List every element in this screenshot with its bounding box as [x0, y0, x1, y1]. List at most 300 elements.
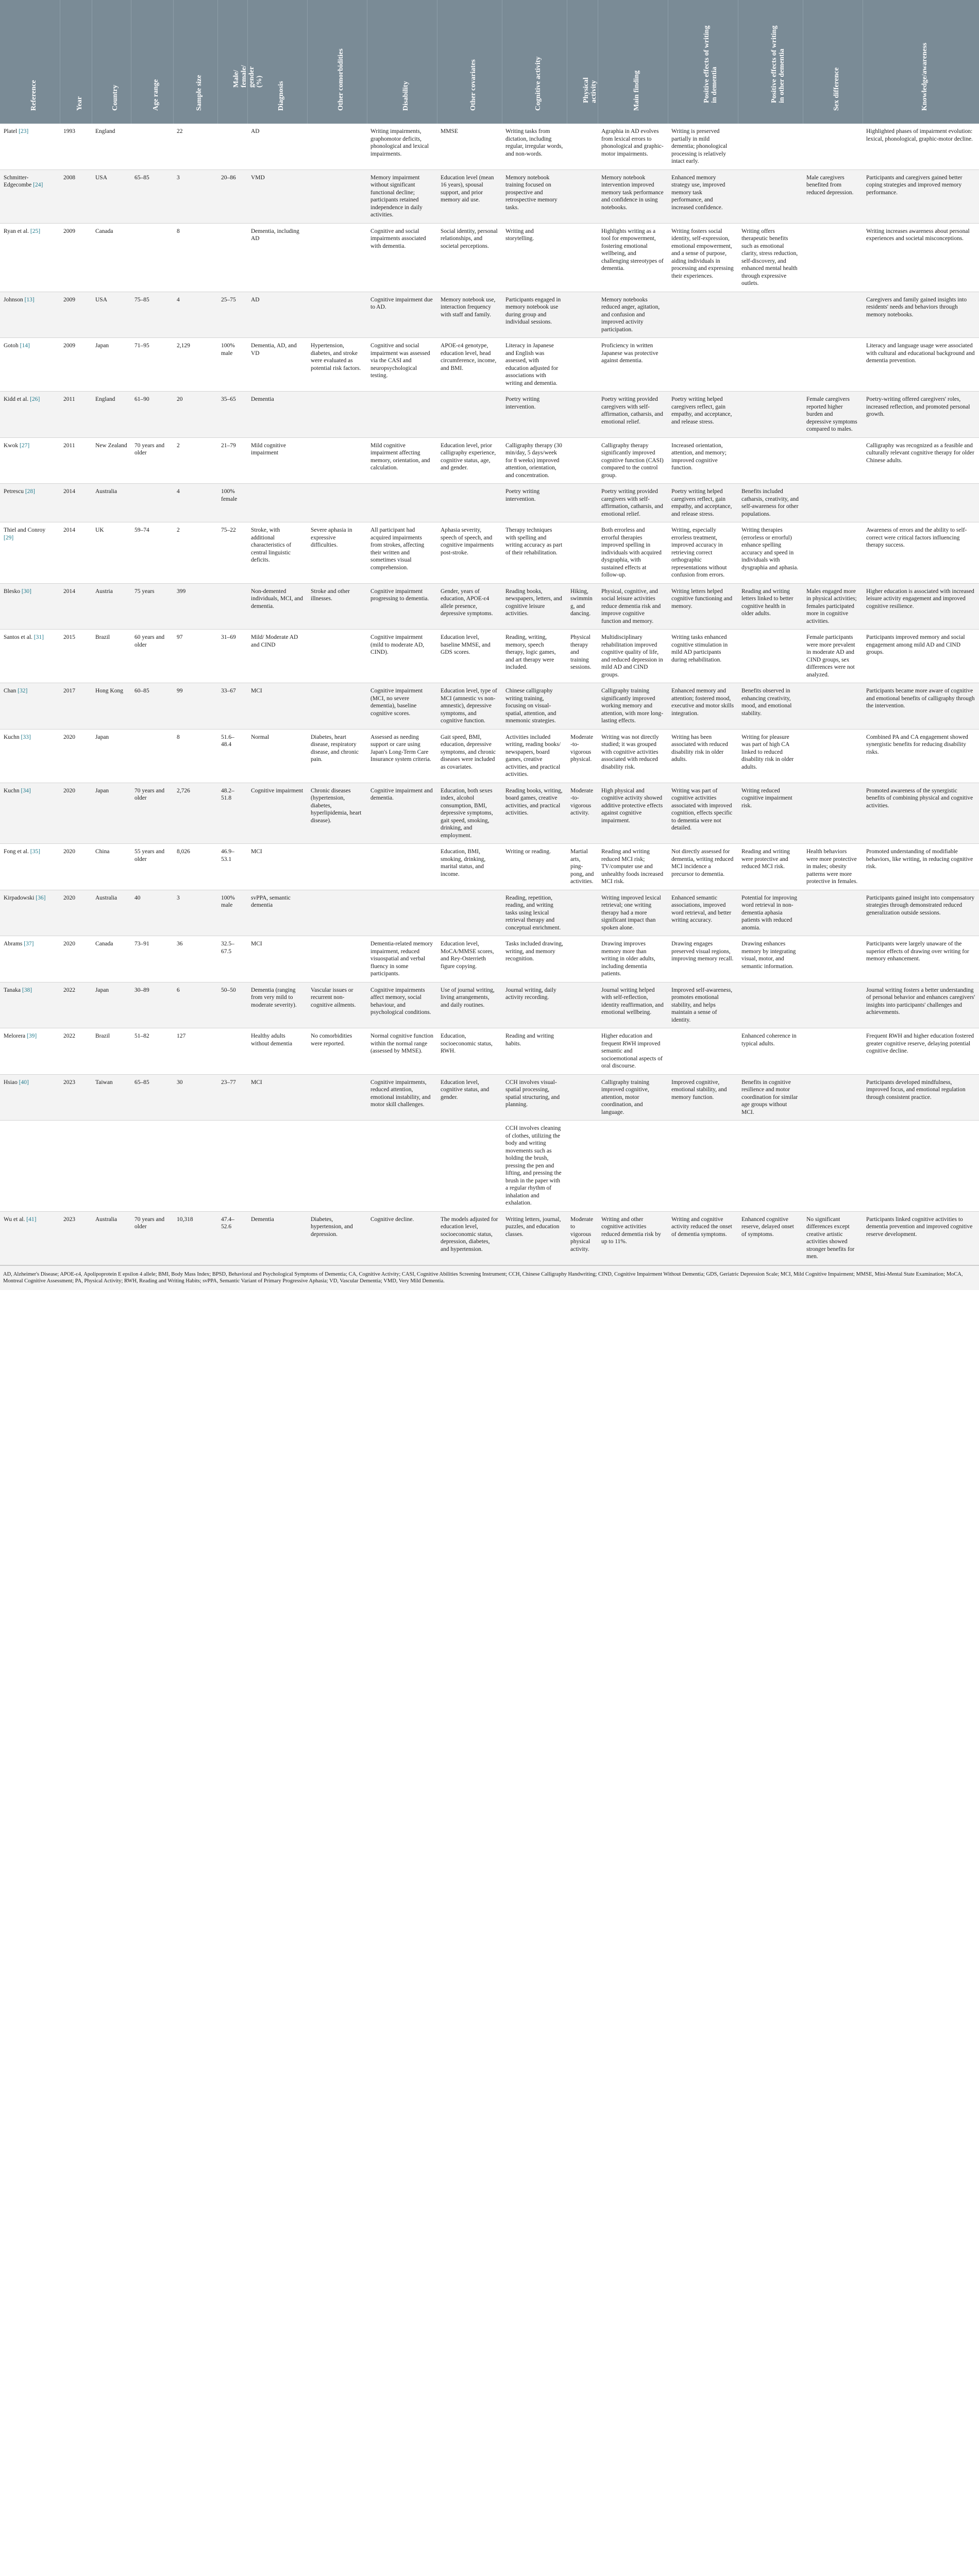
sex-cell [803, 1028, 863, 1075]
country-cell: China [92, 844, 131, 890]
physical-activity-cell: Martial arts, ping-pong, and activities. [567, 844, 598, 890]
covariates-cell: Education level, MoCA/MMSE scores, and Rey-Osterrieth figure copying. [437, 936, 502, 982]
age-cell [131, 729, 173, 783]
cognitive-activity-cell: Writing letters, journal, puzzles, and education classes. [502, 1211, 567, 1265]
column-header [367, 0, 437, 124]
column-header [131, 0, 173, 124]
reference-cell [0, 844, 60, 890]
disability-cell: Cognitive impairment (mild to moderate AD, CIND). [367, 630, 437, 683]
age-cell: 60–85 [131, 683, 173, 730]
gender-ratio-cell: 100% female [217, 484, 247, 522]
main-cell: Physical, cognitive, and social leisure activities reduce dementia risk and improve cognitive function and memory. [598, 583, 668, 630]
disability-cell: Normal cognitive function within the normal range (assessed by MMSE). [367, 1028, 437, 1075]
comorb-cell [307, 223, 367, 292]
column-header-label: Other covariates [469, 59, 477, 111]
comorb-cell: Diabetes, hypertension, and depression. [307, 1211, 367, 1265]
reference-author: Kwok [4, 442, 19, 449]
table-row [0, 936, 979, 982]
country-cell: USA [92, 292, 131, 338]
physical-activity-cell: Physical therapy and training sessions. [567, 630, 598, 683]
sex-cell: Female participants were more prevalent in moderate AD and CIND groups, sex differences were not analyzed. [803, 630, 863, 683]
reference-author: Kirpadowski [4, 894, 35, 901]
sample-size-cell: 3 [173, 890, 217, 936]
posdem-cell: Poetry writing helped caregivers reflect, gain empathy, and acceptance, and release stress. [668, 484, 738, 522]
age-cell [131, 223, 173, 292]
main-cell: Poetry writing provided caregivers with self-affirmation, catharsis, and emotional relief. [598, 484, 668, 522]
reference-cell [0, 982, 60, 1028]
citation-link[interactable]: [24] [33, 182, 43, 188]
covariates-cell [437, 392, 502, 438]
gender-ratio-cell: 32.5–67.5 [217, 936, 247, 982]
diagnosis-cell: Non-demented individuals, MCI, and dementia. [247, 583, 307, 630]
cognitive-activity-cell: Reading, writing, memory, speech therapy, logic games, and art therapy were included. [502, 630, 567, 683]
posdem-cell: Writing has been associated with reduced disability risk in older adults. [668, 729, 738, 783]
gender-ratio-cell: 23–77 [217, 1074, 247, 1121]
physical-activity-cell [567, 522, 598, 584]
citation-link[interactable]: [13] [24, 296, 35, 303]
main-cell: High physical and cognitive activity showed additive protective effects against cognitive impairment. [598, 783, 668, 844]
column-header [0, 0, 60, 124]
age-cell: 59–74 [131, 522, 173, 584]
cognitive-activity-cell: Memory notebook training focused on prospective and retrospective memory tasks. [502, 170, 567, 223]
sample-size-cell: 127 [173, 1028, 217, 1075]
gender-ratio-cell: 31–69 [217, 630, 247, 683]
disability-cell: Cognitive and social impairment was assessed via the CASI and neuropsychological testing. [367, 338, 437, 392]
posdem-cell: Writing letters helped cognitive functioning and memory. [668, 583, 738, 630]
know-cell: Awareness of errors and the ability to self-correct were critical factors influencing therapy success. [863, 522, 979, 584]
column-header-label: Positive effects of writing in other dementia [770, 25, 786, 103]
reference-cell [0, 338, 60, 392]
physical-activity-cell [567, 683, 598, 730]
citation-link[interactable]: [30] [21, 588, 31, 595]
covariates-cell: MMSE [437, 124, 502, 170]
sample-size-cell: 2 [173, 437, 217, 484]
diagnosis-cell: Cognitive impairment [247, 783, 307, 844]
diagnosis-cell: Dementia, including AD [247, 223, 307, 292]
country-cell: Australia [92, 484, 131, 522]
age-cell: 70 years and older [131, 1211, 173, 1265]
reference-author: Kuchn [4, 787, 20, 794]
column-header-label: Physical activity [582, 77, 598, 103]
comorb-cell [307, 1121, 367, 1212]
table-row [0, 982, 979, 1028]
gender-ratio-cell: 25–75 [217, 292, 247, 338]
table-row [0, 170, 979, 223]
age-cell: 73–91 [131, 936, 173, 982]
gender-ratio-cell: 20–86 [217, 170, 247, 223]
gender-ratio-cell: 75–22 [217, 522, 247, 584]
posdem-cell: Not directly assessed for dementia, writing reduced MCI incidence a precursor to dementia. [668, 844, 738, 890]
diagnosis-cell [247, 484, 307, 522]
cognitive-activity-cell: Tasks included drawing, writing, and memory recognition. [502, 936, 567, 982]
main-cell: Reading and writing reduced MCI risk; TV/computer use and unhealthy foods increased MCI risk. [598, 844, 668, 890]
posother-cell [738, 338, 803, 392]
posdem-cell: Writing was part of cognitive activities associated with improved cognition, effects specific to dementia were not detailed. [668, 783, 738, 844]
reference-author: Blesko [4, 588, 20, 595]
reference-author: Thiel and Conroy [4, 527, 46, 533]
covariates-cell: Education level, type of MCI (amnestic vs non-amnestic), depressive symptoms, and cognitive function. [437, 683, 502, 730]
covariates-cell [437, 484, 502, 522]
table-body [0, 124, 979, 1265]
sample-size-cell: 4 [173, 484, 217, 522]
year-cell: 2014 [60, 583, 92, 630]
citation-link[interactable]: [41] [26, 1216, 37, 1223]
year-cell: 2020 [60, 783, 92, 844]
country-cell: Japan [92, 338, 131, 392]
comorb-cell [307, 936, 367, 982]
reference-cell [0, 170, 60, 223]
year-cell: 2020 [60, 936, 92, 982]
abbreviations-footnote: AD, Alzheimer's Disease; APOE-ε4, Apolipoprotein E epsilon 4 allele; BMI, Body Mass Index; BPSD, Behavioral and Psychological Symptoms of Dementia; CA, Cognitive Activity; CASI, Cognitive Abilities Screening Instrument; CCH, Chinese Calligraphy Handwriting; CIND, Cognitive Impairment Without Dementia; GDS, Geriatric Depression Scale; MCI, Mild Cognitive Impairment; MMSE, Mini-Mental State Examination; MoCA, Montreal Cognitive Assessment; PA, Physical Activity; RWH, Reading and Writing Habits; svPPA, Semantic Variant of Primary Progressive Aphasia; VD, Vascular Dementia; VMD, Very Mild Dementia. [0, 1265, 979, 1290]
column-header [60, 0, 92, 124]
column-header-label: Diagnosis [277, 81, 285, 111]
physical-activity-cell [567, 437, 598, 484]
country-cell: Japan [92, 982, 131, 1028]
main-cell: Proficiency in written Japanese was protective against dementia. [598, 338, 668, 392]
column-header-label: Cognitive activity [534, 56, 542, 111]
main-cell: Calligraphy training significantly improved working memory and attention, with more long-lasting effects. [598, 683, 668, 730]
reference-cell [0, 683, 60, 730]
citation-link[interactable]: [29] [4, 534, 14, 541]
age-cell: 65–85 [131, 170, 173, 223]
diagnosis-cell: svPPA, semantic dementia [247, 890, 307, 936]
comorb-cell: No comorbidities were reported. [307, 1028, 367, 1075]
column-header [668, 0, 738, 124]
country-cell: Japan [92, 729, 131, 783]
posdem-cell: Writing fosters social identity, self-expression, emotional empowerment, and a sense of purpose, aiding individuals in processing and expressing their experiences. [668, 223, 738, 292]
column-header [803, 0, 863, 124]
reference-author: Fong et al. [4, 849, 29, 855]
reference-cell [0, 124, 60, 170]
cognitive-activity-cell: Calligraphy therapy (30 min/day, 5 days/week for 8 weeks) improved attention, orientation, and concentration. [502, 437, 567, 484]
year-cell: 2009 [60, 223, 92, 292]
gender-ratio-cell: 33–67 [217, 683, 247, 730]
posother-cell [738, 292, 803, 338]
covariates-cell: Gait speed, BMI, education, depressive symptoms, and chronic diseases were included as covariates. [437, 729, 502, 783]
disability-cell: Cognitive impairment progressing to dementia. [367, 583, 437, 630]
reference-cell [0, 522, 60, 584]
column-header [738, 0, 803, 124]
comorb-cell [307, 683, 367, 730]
diagnosis-cell: Normal [247, 729, 307, 783]
reference-cell [0, 392, 60, 438]
covariates-cell: Education, both sexes index, alcohol consumption, BMI, depressive symptoms, gait speed, smoking, drinking, and employment. [437, 783, 502, 844]
sex-cell: Female caregivers reported higher burden and depressive symptoms compared to males. [803, 392, 863, 438]
table-row [0, 890, 979, 936]
country-cell: England [92, 124, 131, 170]
disability-cell: Memory impairment without significant functional decline; participants retained independence in daily activities. [367, 170, 437, 223]
main-cell: Memory notebook intervention improved memory task performance and confidence in using notebooks. [598, 170, 668, 223]
year-cell: 2011 [60, 392, 92, 438]
main-cell: Calligraphy training improved cognitive, attention, motor coordination, and language. [598, 1074, 668, 1121]
posother-cell: Writing for pleasure was part of high CA linked to reduced disability risk in older adults. [738, 729, 803, 783]
posother-cell: Benefits in cognitive resilience and motor coordination for similar age groups without MCI. [738, 1074, 803, 1121]
age-cell: 70 years and older [131, 437, 173, 484]
reference-author: Tanaka [4, 987, 21, 993]
posother-cell: Writing therapies (errorless or errorful) enhance spelling accuracy and speed in individuals with dysgraphia and aphasia. [738, 522, 803, 584]
reference-author: Schmitter-Edgecombe [4, 174, 32, 188]
physical-activity-cell [567, 392, 598, 438]
country-cell: Taiwan [92, 1074, 131, 1121]
column-header-label: Age range [152, 79, 160, 111]
gender-ratio-cell: 48.2–51.8 [217, 783, 247, 844]
main-cell [598, 1121, 668, 1212]
table-row [0, 223, 979, 292]
reference-author: Santos et al. [4, 634, 32, 640]
year-cell: 2015 [60, 630, 92, 683]
gender-ratio-cell: 47.4–52.6 [217, 1211, 247, 1265]
citation-link[interactable]: [33] [21, 734, 31, 740]
main-cell: Journal writing helped with self-reflection, identity reaffirmation, and emotional wellbeing. [598, 982, 668, 1028]
main-cell: Calligraphy therapy significantly improved cognitive function (CASI) compared to the control group. [598, 437, 668, 484]
country-cell: Canada [92, 223, 131, 292]
citation-link[interactable]: [37] [24, 941, 34, 947]
country-cell: Brazil [92, 1028, 131, 1075]
citation-link[interactable]: [28] [25, 488, 36, 495]
comorb-cell: Diabetes, heart disease, respiratory disease, and chronic pain. [307, 729, 367, 783]
sample-size-cell: 2 [173, 522, 217, 584]
diagnosis-cell: MCI [247, 683, 307, 730]
country-cell: Brazil [92, 630, 131, 683]
citation-link[interactable]: [14] [20, 343, 30, 349]
comorb-cell [307, 437, 367, 484]
table-row [0, 1028, 979, 1075]
posdem-cell: Enhanced memory strategy use, improved memory task performance, and increased confidence. [668, 170, 738, 223]
posdem-cell: Increased orientation, attention, and memory; improved cognitive function. [668, 437, 738, 484]
sex-cell: Males engaged more in physical activities; females participated more in cognitive activities. [803, 583, 863, 630]
column-header [437, 0, 502, 124]
citation-link[interactable]: [39] [27, 1033, 37, 1039]
age-cell: 75 years [131, 583, 173, 630]
posdem-cell: Improved self-awareness, promotes emotional stability, and helps maintain a sense of identity. [668, 982, 738, 1028]
cognitive-activity-cell: Chinese calligraphy writing training, focusing on visual-spatial, attention, and mnemonic strategies. [502, 683, 567, 730]
age-cell: 65–85 [131, 1074, 173, 1121]
sex-cell [803, 437, 863, 484]
reference-cell [0, 223, 60, 292]
gender-ratio-cell: 50–50 [217, 982, 247, 1028]
sex-cell [803, 1121, 863, 1212]
column-header-label: Year [76, 96, 83, 111]
table-row [0, 729, 979, 783]
sex-cell [803, 1074, 863, 1121]
reference-cell [0, 936, 60, 982]
year-cell: 2014 [60, 484, 92, 522]
know-cell: Participants linked cognitive activities to dementia prevention and improved cognitive reserve development. [863, 1211, 979, 1265]
main-cell: Writing was not directly studied; it was grouped with cognitive activities associated with reduced disability risk. [598, 729, 668, 783]
cognitive-activity-cell: Reading and writing habits. [502, 1028, 567, 1075]
citation-link[interactable]: [36] [36, 894, 46, 901]
table-row [0, 583, 979, 630]
diagnosis-cell: AD [247, 292, 307, 338]
covariates-cell: Aphasia severity, speech of speech, and cognitive impairments post-stroke. [437, 522, 502, 584]
know-cell [863, 1121, 979, 1212]
citation-link[interactable]: [23] [19, 128, 29, 134]
main-cell: Memory notebooks reduced anger, agitation, and confusion and improved activity participation. [598, 292, 668, 338]
sample-size-cell: 30 [173, 1074, 217, 1121]
citation-link[interactable]: [35] [30, 849, 40, 855]
disability-cell: Cognitive impairment due to AD. [367, 292, 437, 338]
posother-cell [738, 982, 803, 1028]
sample-size-cell: 8 [173, 729, 217, 783]
country-cell: Japan [92, 783, 131, 844]
reference-cell [0, 292, 60, 338]
posdem-cell [668, 1121, 738, 1212]
posdem-cell: Writing tasks enhanced cognitive stimulation in mild AD participants during rehabilitation. [668, 630, 738, 683]
country-cell [92, 1121, 131, 1212]
physical-activity-cell: Moderate-to-vigorous activity. [567, 783, 598, 844]
table-row [0, 783, 979, 844]
citation-link[interactable]: [26] [30, 396, 40, 402]
citation-link[interactable]: [27] [20, 442, 30, 449]
sample-size-cell: 20 [173, 392, 217, 438]
comorb-cell [307, 170, 367, 223]
citation-link[interactable]: [38] [22, 987, 32, 993]
column-header [217, 0, 263, 124]
sex-cell [803, 890, 863, 936]
sample-size-cell: 8 [173, 223, 217, 292]
reference-author: Kidd et al. [4, 396, 29, 402]
diagnosis-cell: Dementia (ranging from very mild to moderate severity). [247, 982, 307, 1028]
disability-cell: Cognitive impairment and dementia. [367, 783, 437, 844]
year-cell: 2022 [60, 1028, 92, 1075]
physical-activity-cell [567, 338, 598, 392]
table-row [0, 292, 979, 338]
citation-link[interactable]: [40] [19, 1079, 29, 1086]
posdem-cell: Writing is preserved partially in mild dementia; phonological processing is relatively intact early. [668, 124, 738, 170]
posdem-cell: Writing, especially errorless treatment, improved accuracy in retrieving correct orthographic representations without confusion from errors. [668, 522, 738, 584]
know-cell: Highlighted phases of impairment evolution: lexical, phonological, graphic-motor decline. [863, 124, 979, 170]
posother-cell: Drawing enhances memory by integrating visual, motor, and semantic information. [738, 936, 803, 982]
reference-cell [0, 1121, 60, 1212]
physical-activity-cell [567, 223, 598, 292]
gender-ratio-cell [217, 1121, 247, 1212]
main-cell: Multidisciplinary rehabilitation improved cognitive quality of life, and reduced depression in mild AD and CIND groups. [598, 630, 668, 683]
diagnosis-cell: MCI [247, 1074, 307, 1121]
posdem-cell [668, 292, 738, 338]
sample-size-cell: 4 [173, 292, 217, 338]
cognitive-activity-cell: Reading books, newspapers, letters, and cognitive leisure activities. [502, 583, 567, 630]
disability-cell: Cognitive decline. [367, 1211, 437, 1265]
table-row [0, 484, 979, 522]
disability-cell [367, 392, 437, 438]
column-header [92, 0, 131, 124]
sample-size-cell: 22 [173, 124, 217, 170]
posother-cell: Enhanced cognitive reserve, delayed onset of symptoms. [738, 1211, 803, 1265]
diagnosis-cell: AD [247, 124, 307, 170]
age-cell [131, 484, 173, 522]
diagnosis-cell: Dementia, AD, and VD [247, 338, 307, 392]
reference-author: Petrescu [4, 488, 24, 495]
covariates-cell: Education, socioeconomic status, RWH. [437, 1028, 502, 1075]
know-cell: Caregivers and family gained insights into residents' needs and behaviors through memory notebooks. [863, 292, 979, 338]
column-header-label: Country [111, 84, 119, 111]
diagnosis-cell: MCI [247, 844, 307, 890]
reference-author: Platel [4, 128, 18, 134]
covariates-cell: Education, BMI, smoking, drinking, marital status, and income. [437, 844, 502, 890]
citation-link[interactable]: [25] [30, 228, 41, 234]
main-cell: Highlights writing as a tool for empowerment, fostering emotional wellbeing, and challenging stereotypes of dementia. [598, 223, 668, 292]
covariates-cell: Use of journal writing, living arrangements, and daily routines. [437, 982, 502, 1028]
comorb-cell [307, 292, 367, 338]
posother-cell: Reading and writing were protective and reduced MCI risk. [738, 844, 803, 890]
posdem-cell: Writing and cognitive activity reduced the onset of dementia symptoms. [668, 1211, 738, 1265]
disability-cell [367, 484, 437, 522]
year-cell: 2020 [60, 729, 92, 783]
country-cell: USA [92, 170, 131, 223]
comorb-cell [307, 844, 367, 890]
sample-size-cell: 36 [173, 936, 217, 982]
covariates-cell: Memory notebook use, interaction frequency with staff and family. [437, 292, 502, 338]
column-header [863, 0, 979, 124]
sex-cell [803, 338, 863, 392]
cognitive-activity-cell: CCH involves visual-spatial processing, spatial structuring, and planning. [502, 1074, 567, 1121]
know-cell: Participants developed mindfulness, improved focus, and emotional regulation through consistent practice. [863, 1074, 979, 1121]
know-cell: Participants and caregivers gained better coping strategies and improved memory performance. [863, 170, 979, 223]
table-row [0, 1211, 979, 1265]
comorb-cell: Vascular issues or recurrent non-cognitive ailments. [307, 982, 367, 1028]
sample-size-cell: 8,026 [173, 844, 217, 890]
column-header [598, 0, 668, 124]
column-header-label: Knowledge/awareness [921, 43, 929, 111]
physical-activity-cell [567, 1121, 598, 1212]
reference-cell [0, 1028, 60, 1075]
know-cell: Participants were largely unaware of the superior effects of drawing over writing for memory enhancement. [863, 936, 979, 982]
main-cell: Writing and other cognitive activities reduced dementia risk by up to 11%. [598, 1211, 668, 1265]
covariates-cell: The models adjusted for education level, socioeconomic status, depression, diabetes, and hypertension. [437, 1211, 502, 1265]
posother-cell: Benefits included catharsis, creativity, and self-awareness for other populations. [738, 484, 803, 522]
year-cell: 2023 [60, 1074, 92, 1121]
reference-cell [0, 630, 60, 683]
posother-cell [738, 630, 803, 683]
table-row [0, 1074, 979, 1121]
gender-ratio-cell: 21–79 [217, 437, 247, 484]
reference-cell [0, 1211, 60, 1265]
gender-ratio-cell: 100% male [217, 338, 247, 392]
sex-cell: Health behaviors were more protective in males; obesity patterns were more protective in females. [803, 844, 863, 890]
year-cell: 2014 [60, 522, 92, 584]
covariates-cell: Education level, prior calligraphy experience, cognitive status, age, and gender. [437, 437, 502, 484]
covariates-cell: Education level, cognitive status, and gender. [437, 1074, 502, 1121]
know-cell: Participants gained insight into compensatory strategies through demonstrated reduced generalization outside sessions. [863, 890, 979, 936]
cognitive-activity-cell: Writing and storytelling. [502, 223, 567, 292]
sex-cell [803, 223, 863, 292]
posdem-cell [668, 1028, 738, 1075]
diagnosis-cell: Mild/ Moderate AD and CIND [247, 630, 307, 683]
diagnosis-cell: MCI [247, 936, 307, 982]
citation-link[interactable]: [34] [21, 787, 31, 794]
cognitive-activity-cell: Activities included writing, reading books/ newspapers, board games, creative activities, and practical activities. [502, 729, 567, 783]
age-cell [131, 124, 173, 170]
citation-link[interactable]: [32] [18, 688, 28, 694]
cognitive-activity-cell: Writing tasks from dictation, including regular, irregular words, and non-words. [502, 124, 567, 170]
posdem-cell: Enhanced memory and attention; fostered mood, executive and motor skills integration. [668, 683, 738, 730]
sex-cell [803, 982, 863, 1028]
know-cell: Promoted understanding of modifiable behaviors, like writing, in reducing cognitive risk. [863, 844, 979, 890]
column-header-label: Main finding [633, 70, 640, 111]
reference-cell [0, 1074, 60, 1121]
citation-link[interactable]: [31] [33, 634, 44, 640]
age-cell: 40 [131, 890, 173, 936]
age-cell: 61–90 [131, 392, 173, 438]
age-cell [131, 1121, 173, 1212]
gender-ratio-cell: 46.9–53.1 [217, 844, 247, 890]
sample-size-cell: 6 [173, 982, 217, 1028]
sample-size-cell: 97 [173, 630, 217, 683]
know-cell: Promoted awareness of the synergistic benefits of combining physical and cognitive activities. [863, 783, 979, 844]
posdem-cell: Enhanced semantic associations, improved word retrieval, and better writing accuracy. [668, 890, 738, 936]
age-cell: 75–85 [131, 292, 173, 338]
age-cell: 30–89 [131, 982, 173, 1028]
